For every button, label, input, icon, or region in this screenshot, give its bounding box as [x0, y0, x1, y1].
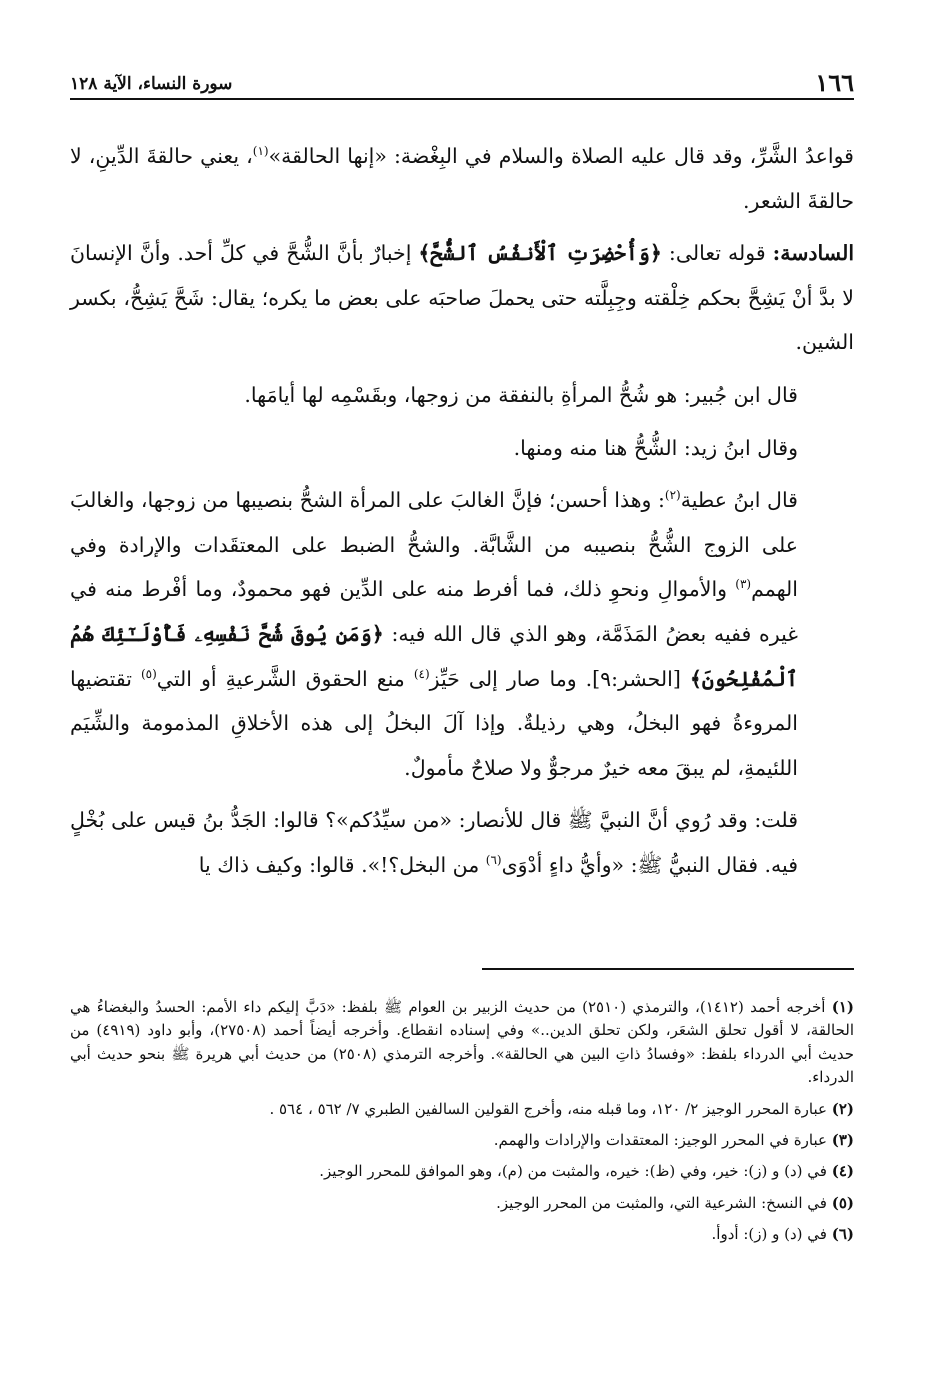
paragraph-text: : وهذا أحسن؛ فإنَّ الغالبَ على المرأة الشحُّ بنصيبها من زوجها، والغالبَ على الزوج الشُّحُّ بنصيبه من الشَّابَّة. والشحُّ الضبط على المعتقَدات والإرادة وفي الهمم	[70, 488, 798, 602]
footnote-text: في النسخ: الشرعية التي، والمثبت من المحرر الوجيز.	[496, 1193, 827, 1212]
paragraph-1	[70, 134, 854, 223]
paragraph-text: والأموالِ ونحوِ ذلك، فما أفرط منه على الدِّين فهو محمودٌ، وما أفْرط منه في غيره ففيه بعضُ المَذَمَّة، وهو الذي قال الله فيه:	[70, 577, 798, 646]
running-title: سورة النساء، الآية ١٢٨	[70, 74, 233, 94]
footnote	[70, 1223, 854, 1246]
paragraph-3	[70, 373, 854, 418]
paragraph-text: قال ابن جُبير: هو شُحُّ المرأةِ بالنفقة من زوجها، وبقَسْمِه لها أيامَها.	[244, 382, 798, 407]
main-text	[70, 134, 854, 896]
paragraph-text: منع الحقوق الشَّرعيةِ أو التي	[156, 666, 414, 691]
paragraph-text: ، يعني حالقةَ الدِّينِ، لا حالقةَ الشعر.	[70, 144, 854, 213]
footnote-ref-5: (٥)	[140, 666, 157, 681]
footnote-number: (٢)	[831, 1099, 854, 1118]
footnote	[70, 1098, 854, 1121]
footnote-number: (٣)	[831, 1131, 854, 1150]
footnote-text: في (د) و (ز): خير، وفي (ظ): خيره، والمثبت من (م)، وهو الموافق للمحرر الوجيز.	[319, 1162, 827, 1181]
paragraph-4	[70, 426, 854, 471]
paragraph-text: من البخل؟!». قالوا: وكيف ذاك يا	[198, 852, 486, 877]
page-number: ١٦٦	[815, 68, 854, 97]
footnote-ref-3: (٣)	[735, 577, 752, 592]
paragraph-text: قلت: وقد رُوي أنَّ النبيَّ ﷺ قال للأنصار: «من سيِّدُكم»؟ قالوا: الجَدُّ بنُ قيس على بُخْلٍ فيه. فقال النبيُّ ﷺ: «وأيُّ داءٍ أدْوَى	[70, 808, 798, 877]
footnote-ref-6: (٦)	[485, 853, 502, 868]
paragraph-text: قواعدُ الشَّرِّ، وقد قال عليه الصلاة والسلام في البِغْضة: «إنها الحالقة»	[268, 144, 854, 168]
footnote-number: (١)	[831, 998, 855, 1016]
quran-verse: ﴿وَأُحْضِرَتِ ٱلْأَنفُسُ ٱلشُّحَّ﴾	[418, 241, 662, 266]
paragraph-text: تقتضيها المروءةُ فهو البخلُ، وهي رذيلةٌ. وإذا آلَ البخلُ إلى هذه الأخلاقِ المذمومة والشِّيَم اللئيمةِ، لم يبقَ معه خيرٌ مرجوٌّ ولا صلاحٌ مأمولٌ.	[70, 666, 798, 780]
paragraph-text: وقال ابنُ زيد: الشُّحُّ هنا منه ومنها.	[513, 435, 798, 460]
footnote-text: عبارة المحرر الوجيز ٢/ ١٢٠، وما قبله منه، وأخرج القولين السالفين الطبري ٧/ ٥٦٢ ، ٥٦٤ .	[269, 1099, 827, 1118]
footnote-number: (٥)	[831, 1193, 854, 1212]
footnote-number: (٦)	[831, 1225, 854, 1244]
footnote-ref-1: (١)	[252, 144, 269, 159]
paragraph-text: إخبارٌ بأنَّ الشُّحَّ في كلِّ أحد. وأنَّ الإنسانَ لا بدَّ أنْ يَشِحَّ بحكم خِلْقته وجِبِلَّته حتى يحملَ صاحبَه على بعض ما يكره؛ يقال: شَحَّ يَشِحُّ، بكسر الشين.	[70, 241, 854, 355]
footnote-divider	[482, 968, 854, 970]
paragraph-text: قال ابنُ عطية	[680, 488, 798, 513]
paragraph-5	[70, 478, 854, 790]
footnote-ref-2: (٢)	[664, 488, 681, 503]
footnote	[70, 1160, 854, 1183]
footnotes	[70, 996, 854, 1255]
footnote-text: في (د) و (ز): أدوأ.	[711, 1225, 827, 1244]
page-header	[70, 64, 854, 100]
footnote	[70, 996, 854, 1090]
footnote	[70, 1129, 854, 1152]
footnote-text: أخرجه أحمد (١٤١٢)، والترمذي (٢٥١٠) من حديث الزبير بن العوام ﷺ بلفظ: «دَبَّ إليكم داء الأمم: الحسدُ والبغضاءُ هي الحالقة، لا أقول تحلق الشعَر، ولكن تحلق الدين..» وفي إسناده انقطاع. وأخرجه أيضاً أحمد (٢٧٥٠٨)، وأبو داود (٤٩١٩) من حديث أبي الدرداء بلفظ: «وفسادُ ذاتِ البين هي الحالقة». وأخرجه الترمذي (٢٥٠٨) من حديث أبي هريرة ﷺ بنحو حديث أبي الدرداء.	[70, 998, 854, 1087]
paragraph-6	[70, 798, 854, 887]
footnote-number: (٤)	[831, 1162, 854, 1181]
paragraph-text: [الحشر:٩]. وما صار إلى حَيِّز	[429, 666, 690, 691]
footnote-ref-4: (٤)	[413, 666, 430, 681]
footnote-text: عبارة في المحرر الوجيز: المعتقدات والإرادات والهمم.	[493, 1131, 827, 1150]
section-lead: السادسة:	[772, 241, 855, 266]
paragraph-text: قوله تعالى:	[661, 241, 773, 266]
quran-verse: ﴿وَمَن يُوقَ شُحَّ نَفْسِهِۦ فَأُوْلَـٰٓئِكَ هُمُ ٱلْمُفْلِحُونَ﴾	[70, 621, 798, 691]
paragraph-2	[70, 231, 854, 365]
footnote	[70, 1192, 854, 1215]
